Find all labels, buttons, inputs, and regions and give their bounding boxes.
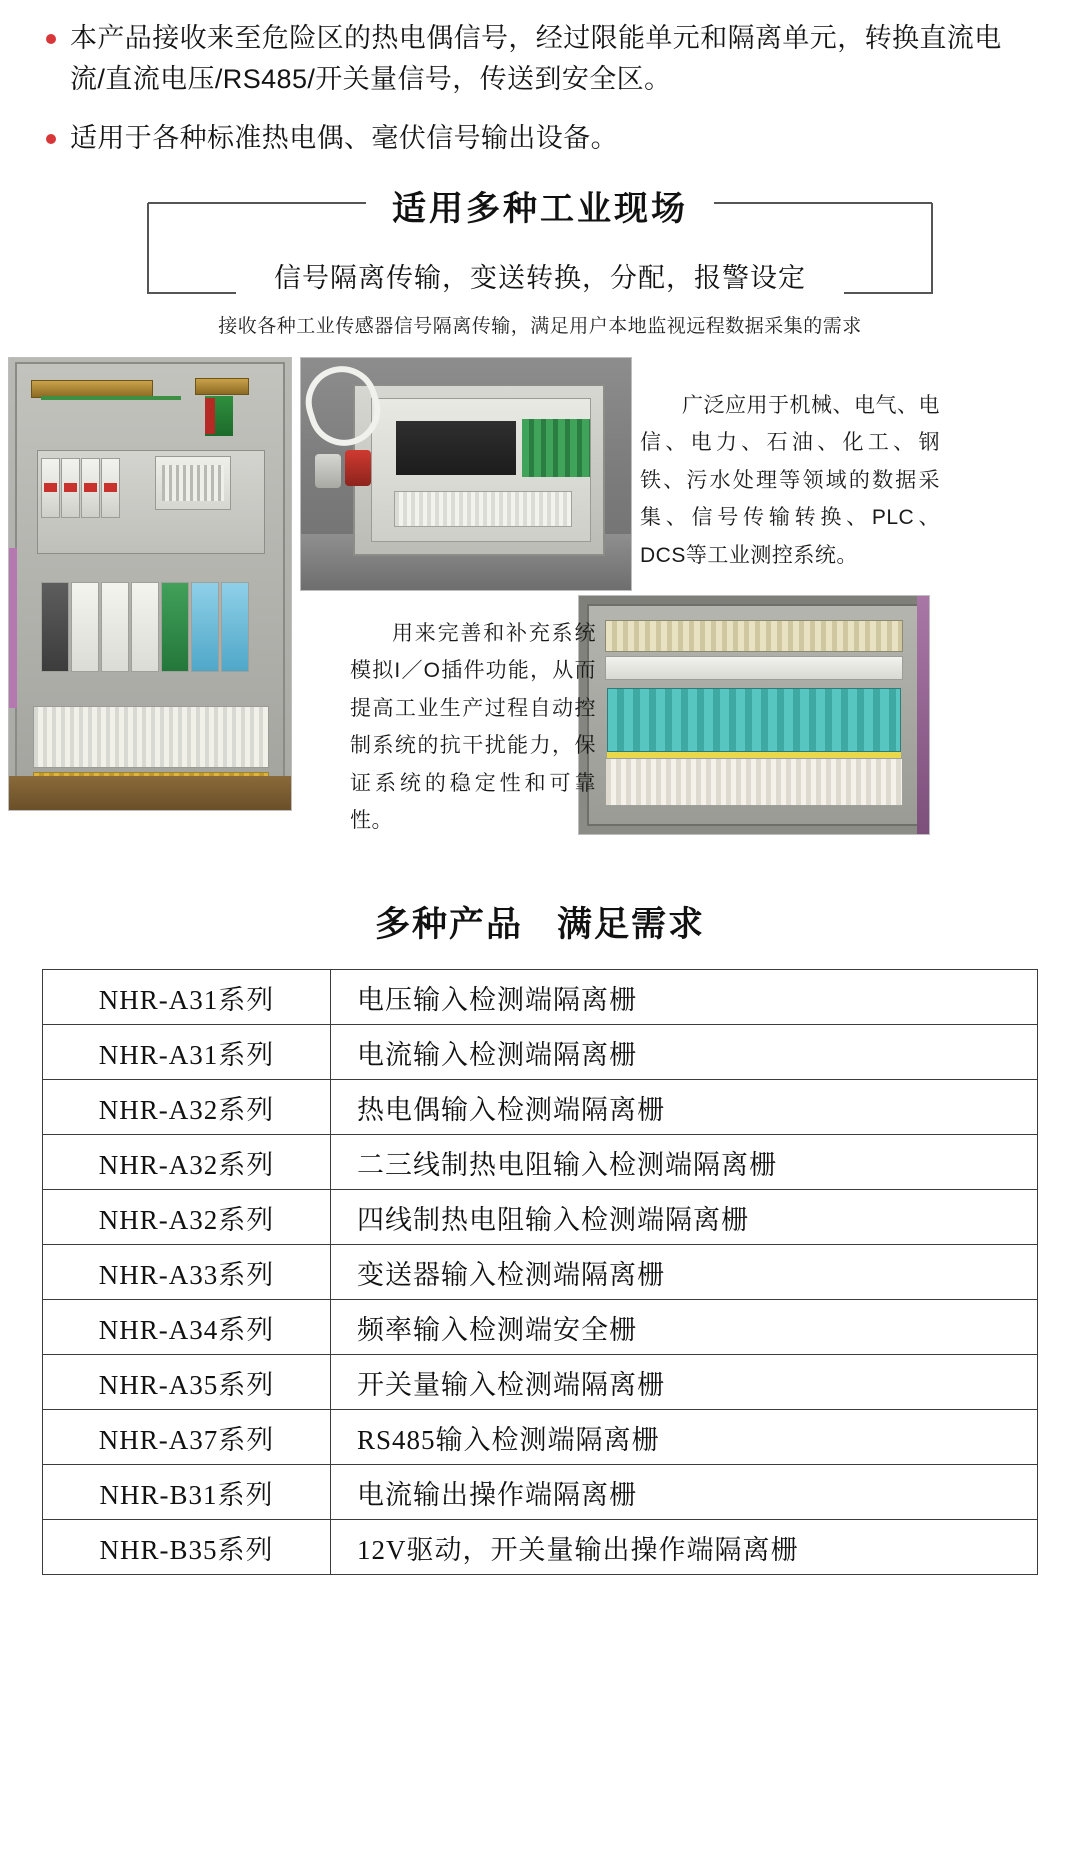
bullet-dot-icon (46, 34, 56, 44)
product-desc: 电流输出操作端隔离栅 (331, 1465, 1038, 1520)
intro-bullet-text: 适用于各种标准热电偶、毫伏信号输出设备。 (70, 123, 618, 154)
product-model: NHR-A31系列 (43, 970, 331, 1025)
products-table (42, 969, 1038, 1575)
application-fields-paragraph: 广泛应用于机械、电气、电信、电力、石油、化工、钢铁、污水处理等领域的数据采集、信号传输转换、PLC、DCS等工业测控系统。 (640, 394, 940, 567)
product-model: NHR-A32系列 (43, 1190, 331, 1245)
products-title-left: 多种产品 (374, 905, 523, 945)
table-row (43, 1520, 1038, 1575)
products-title (0, 897, 1080, 947)
product-model: NHR-A32系列 (43, 1080, 331, 1135)
table-row (43, 970, 1038, 1025)
system-supplement-paragraph: 用来完善和补充系统模拟I／O插件功能，从而提高工业生产过程自动控制系统的抗干扰能力，保证系统的稳定性和可靠性。 (350, 622, 596, 832)
products-title-right: 满足需求 (557, 905, 706, 945)
product-desc: RS485输入检测端隔离栅 (331, 1410, 1038, 1465)
headline-title: 适用多种工业现场 (366, 189, 714, 230)
table-row (43, 1080, 1038, 1135)
product-model: NHR-A35系列 (43, 1355, 331, 1410)
headline-subtitle: 信号隔离传输，变送转换，分配，报警设定 (254, 256, 826, 295)
products-section (0, 897, 1080, 1575)
photo-collage-section (0, 357, 1080, 857)
product-desc: 电流输入检测端隔离栅 (331, 1025, 1038, 1080)
product-desc: 二三线制热电阻输入检测端隔离栅 (331, 1135, 1038, 1190)
table-row (43, 1135, 1038, 1190)
intro-bullet-item (46, 18, 1034, 100)
table-row (43, 1300, 1038, 1355)
terminal-rack-illustration (579, 596, 929, 834)
products-table-body (43, 970, 1038, 1575)
product-model: NHR-A31系列 (43, 1025, 331, 1080)
floor-cabinet-illustration (301, 358, 631, 590)
intro-section (0, 0, 1080, 159)
headline-section (0, 189, 1080, 339)
headline-text-wrap (0, 189, 1080, 295)
product-desc: 热电偶输入检测端隔离栅 (331, 1080, 1038, 1135)
product-desc: 开关量输入检测端隔离栅 (331, 1355, 1038, 1410)
product-model: NHR-A37系列 (43, 1410, 331, 1465)
product-model: NHR-A34系列 (43, 1300, 331, 1355)
table-row (43, 1025, 1038, 1080)
table-row (43, 1190, 1038, 1245)
product-desc: 四线制热电阻输入检测端隔离栅 (331, 1190, 1038, 1245)
product-model: NHR-A32系列 (43, 1135, 331, 1190)
table-row (43, 1245, 1038, 1300)
photo-control-cabinet-open (8, 357, 292, 811)
product-desc: 12V驱动，开关量输出操作端隔离栅 (331, 1520, 1038, 1575)
photo-cabinet-on-floor (300, 357, 632, 591)
product-desc: 变送器输入检测端隔离栅 (331, 1245, 1038, 1300)
product-desc: 频率输入检测端安全栅 (331, 1300, 1038, 1355)
cabinet-illustration (9, 358, 291, 810)
product-model: NHR-A33系列 (43, 1245, 331, 1300)
product-model: NHR-B35系列 (43, 1520, 331, 1575)
table-row (43, 1410, 1038, 1465)
table-row (43, 1465, 1038, 1520)
intro-bullet-item (46, 118, 1034, 159)
product-desc: 电压输入检测端隔离栅 (331, 970, 1038, 1025)
headline-note: 接收各种工业传感器信号隔离传输，满足用户本地监视远程数据采集的需求 (218, 315, 862, 337)
product-model: NHR-B31系列 (43, 1465, 331, 1520)
table-row (43, 1355, 1038, 1410)
photo-terminal-rack (578, 595, 930, 835)
intro-bullet-text: 本产品接收来至危险区的热电偶信号，经过限能单元和隔离单元，转换直流电流/直流电压/RS485/开关量信号，传送到安全区。 (70, 23, 1002, 95)
bullet-dot-icon (46, 134, 56, 144)
